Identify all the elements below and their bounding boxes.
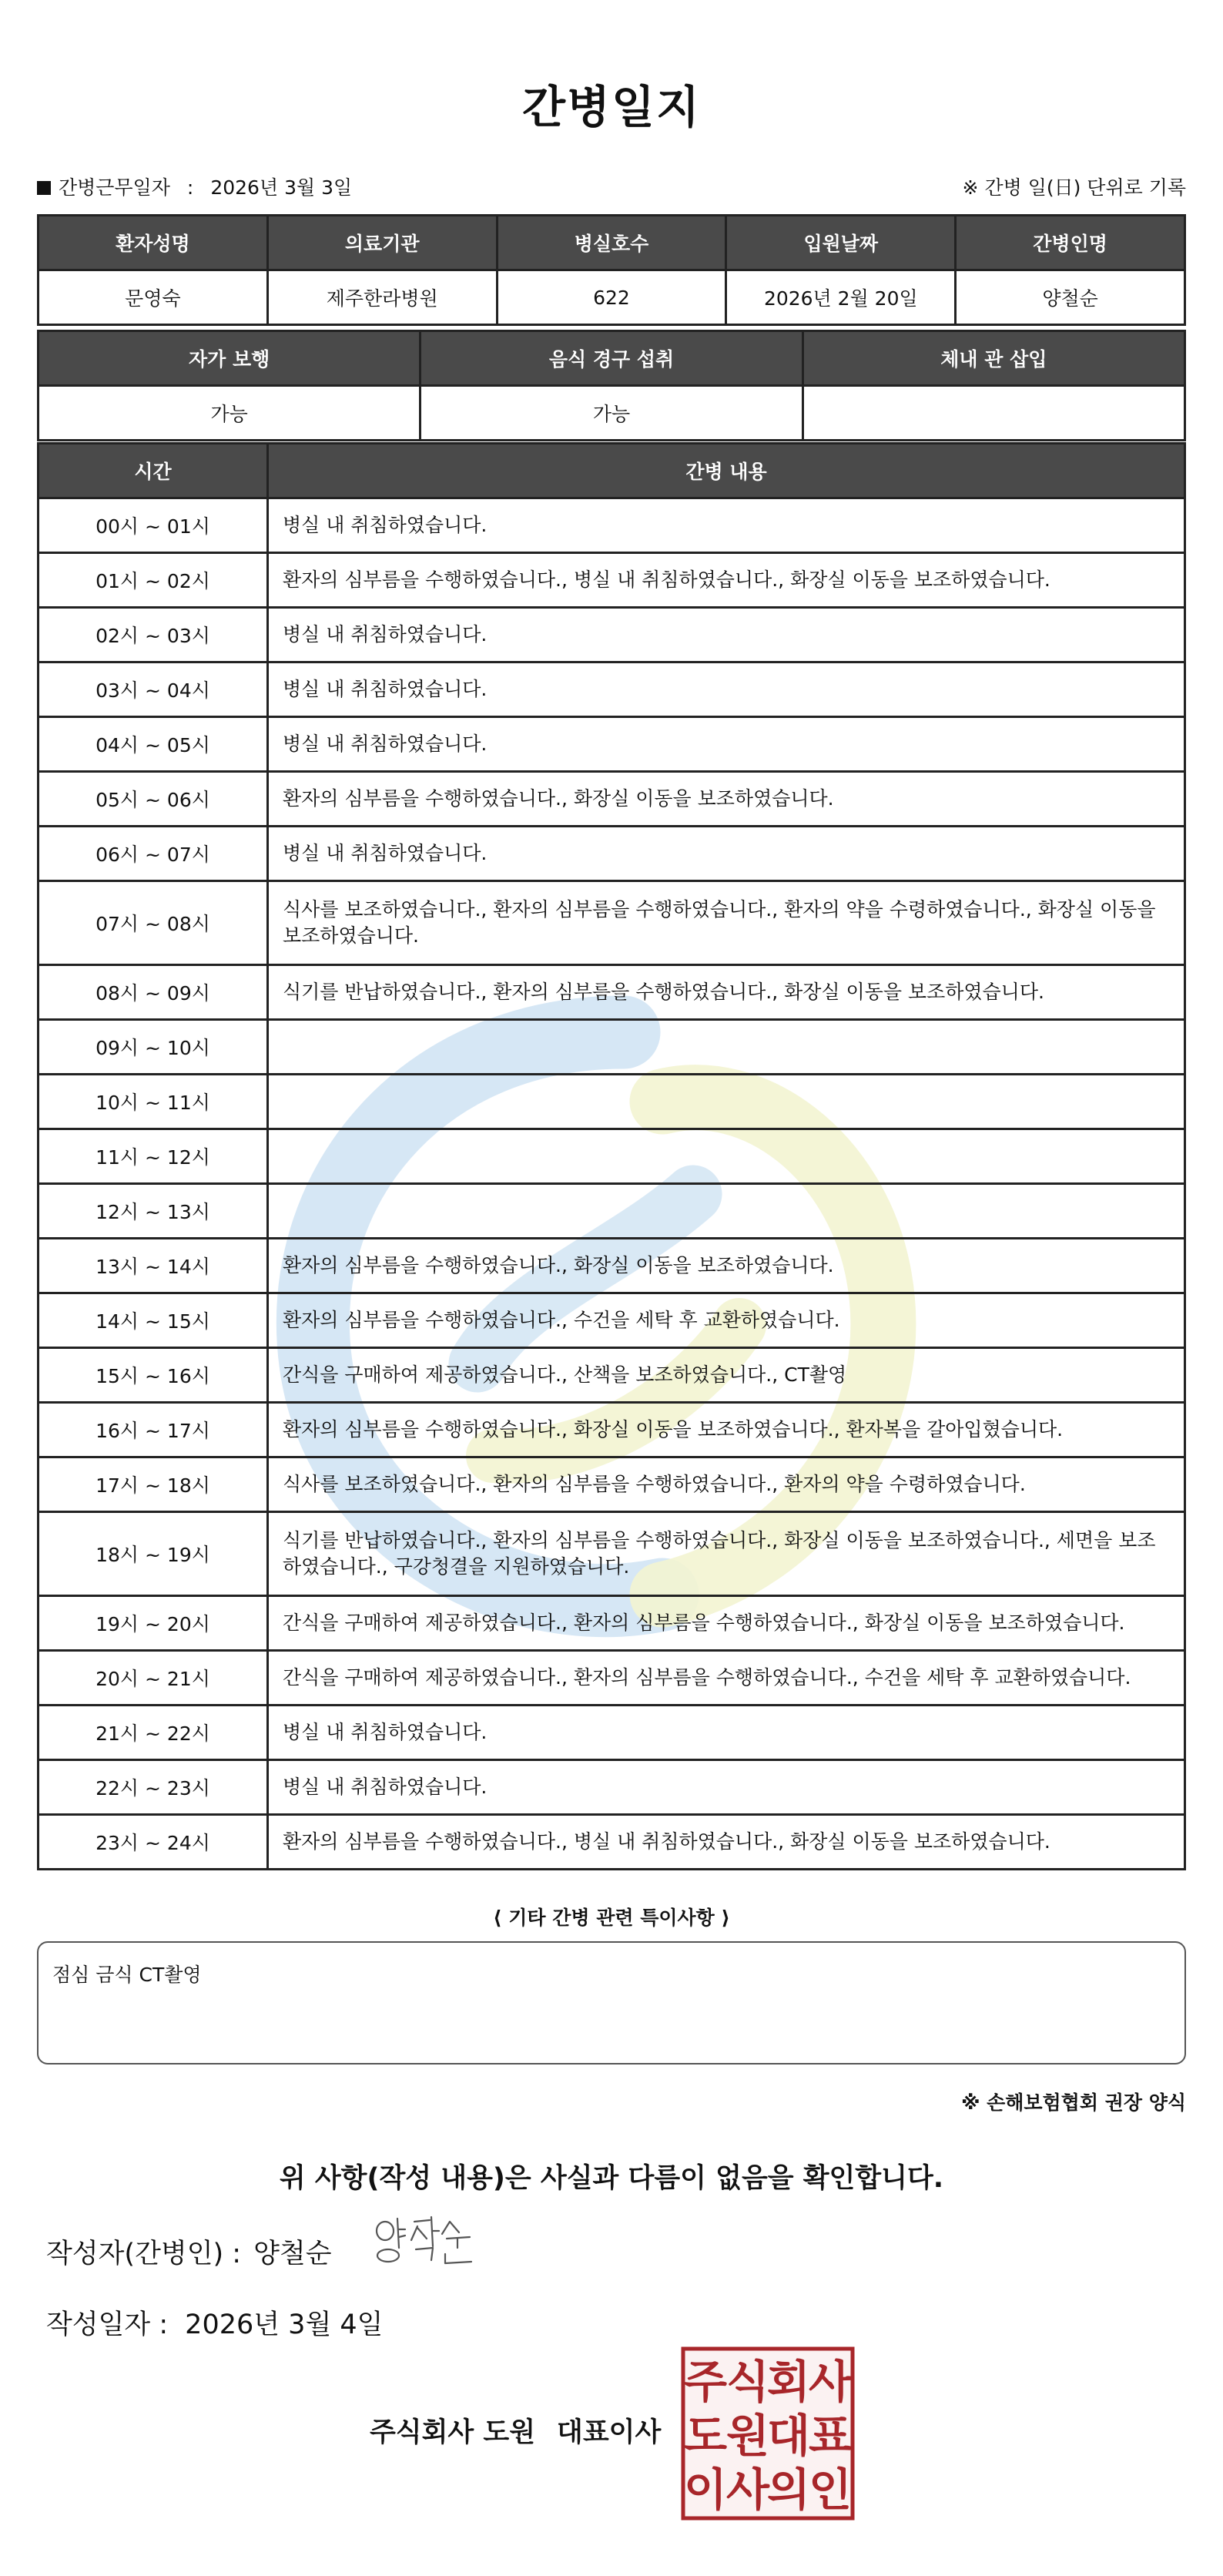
content-cell: 병실 내 취침하였습니다. <box>268 1760 1185 1815</box>
oral-intake-value: 가능 <box>421 386 802 441</box>
content-cell: 환자의 심부름을 수행하였습니다., 병실 내 취침하였습니다., 화장실 이동을 보조하였습니다. <box>268 553 1185 608</box>
author-name: 양철순 <box>253 2239 332 2269</box>
time-cell: 12시 ~ 13시 <box>39 1184 268 1239</box>
time-cell: 00시 ~ 01시 <box>39 498 268 553</box>
content-cell: 식기를 반납하였습니다., 환자의 심부름을 수행하였습니다., 화장실 이동을 보조하였습니다., 세면을 보조하였습니다., 구강청결을 지원하였습니다. <box>268 1512 1185 1596</box>
table-row <box>39 1348 1185 1403</box>
time-cell: 20시 ~ 21시 <box>39 1651 268 1706</box>
svg-text:이: 이 <box>683 2464 728 2516</box>
table-row <box>39 1129 1185 1184</box>
company-title: 대표이사 <box>557 2417 662 2448</box>
patient-status-table <box>37 330 1186 441</box>
table-row <box>39 1020 1185 1075</box>
content-cell: 식사를 보조하였습니다., 환자의 심부름을 수행하였습니다., 환자의 약을 수령하였습니다. <box>268 1457 1185 1512</box>
status-value-row <box>39 386 1185 441</box>
content-cell: 병실 내 취침하였습니다. <box>268 608 1185 662</box>
header-time: 시간 <box>39 444 268 498</box>
header-care-content: 간병 내용 <box>268 444 1185 498</box>
content-cell: 환자의 심부름을 수행하였습니다., 병실 내 취침하였습니다., 화장실 이동을 보조하였습니다. <box>268 1815 1185 1870</box>
author-label: 작성자(간병인) : <box>46 2239 242 2269</box>
content-cell: 병실 내 취침하였습니다. <box>268 827 1185 881</box>
content-cell: 병실 내 취침하였습니다. <box>268 662 1185 717</box>
content-cell: 환자의 심부름을 수행하였습니다., 수건을 세탁 후 교환하였습니다. <box>268 1293 1185 1348</box>
content-cell: 간식을 구매하여 제공하였습니다., 산책을 보조하였습니다., CT촬영 <box>268 1348 1185 1403</box>
table-row <box>39 827 1185 881</box>
unit-note: ※ 간병 일(日) 단위로 기록 <box>962 176 1186 199</box>
notes-box: 점심 금식 CT촬영 <box>37 1941 1186 2064</box>
written-date-line <box>46 2303 383 2342</box>
svg-text:식: 식 <box>725 2356 770 2408</box>
content-cell <box>268 1020 1185 1075</box>
header-oral-intake: 음식 경구 섭취 <box>421 331 802 386</box>
time-cell: 02시 ~ 03시 <box>39 608 268 662</box>
company-seal-stamp <box>681 2346 855 2521</box>
content-cell: 식사를 보조하였습니다., 환자의 심부름을 수행하였습니다., 환자의 약을 수령하였습니다., 화장실 이동을 보조하였습니다. <box>268 881 1185 965</box>
patient-info-table <box>37 214 1186 326</box>
hospital-name: 제주한라병원 <box>267 270 497 325</box>
time-cell: 23시 ~ 24시 <box>39 1815 268 1870</box>
document-title: 간병일지 <box>521 81 702 133</box>
table-row <box>39 1403 1185 1457</box>
header-hospital: 의료기관 <box>267 216 497 270</box>
svg-text:표: 표 <box>808 2410 853 2462</box>
header-room-number: 병실호수 <box>497 216 726 270</box>
content-cell: 병실 내 취침하였습니다. <box>268 1706 1185 1760</box>
content-cell: 간식을 구매하여 제공하였습니다., 환자의 심부름을 수행하였습니다., 수건을 세탁 후 교환하였습니다. <box>268 1651 1185 1706</box>
duty-date-colon: : <box>186 176 194 199</box>
admission-date: 2026년 2월 20일 <box>726 270 956 325</box>
table-row <box>39 553 1185 608</box>
table-row <box>39 1815 1185 1870</box>
header-admission-date: 입원날짜 <box>726 216 956 270</box>
caregiver-name: 양철순 <box>956 270 1185 325</box>
status-header-row <box>39 331 1185 386</box>
time-cell: 18시 ~ 19시 <box>39 1512 268 1596</box>
time-cell: 08시 ~ 09시 <box>39 965 268 1020</box>
time-cell: 16시 ~ 17시 <box>39 1403 268 1457</box>
time-cell: 22시 ~ 23시 <box>39 1760 268 1815</box>
header-patient-name: 환자성명 <box>39 216 268 270</box>
header-self-walking: 자가 보행 <box>39 331 421 386</box>
self-walking-value: 가능 <box>39 386 421 441</box>
time-cell: 17시 ~ 18시 <box>39 1457 268 1512</box>
confirmation-statement: 위 사항(작성 내용)은 사실과 다름이 없음을 확인합니다. <box>279 2163 944 2194</box>
svg-text:인: 인 <box>808 2464 853 2516</box>
content-cell <box>268 1075 1185 1129</box>
svg-text:회: 회 <box>766 2356 811 2408</box>
table-row <box>39 608 1185 662</box>
time-cell: 09시 ~ 10시 <box>39 1020 268 1075</box>
content-cell: 환자의 심부름을 수행하였습니다., 화장실 이동을 보조하였습니다., 환자복을 갈아입혔습니다. <box>268 1403 1185 1457</box>
table-row <box>39 1457 1185 1512</box>
table-row <box>39 1512 1185 1596</box>
header-caregiver-name: 간병인명 <box>956 216 1185 270</box>
time-cell: 10시 ~ 11시 <box>39 1075 268 1129</box>
content-cell: 환자의 심부름을 수행하였습니다., 화장실 이동을 보조하였습니다. <box>268 1239 1185 1293</box>
time-cell: 13시 ~ 14시 <box>39 1239 268 1293</box>
duty-date-line <box>37 173 352 200</box>
svg-text:주: 주 <box>683 2356 728 2408</box>
table-row <box>39 717 1185 772</box>
header-tube-insertion: 체내 관 삽입 <box>802 331 1184 386</box>
content-cell: 식기를 반납하였습니다., 환자의 심부름을 수행하였습니다., 화장실 이동을 보조하였습니다. <box>268 965 1185 1020</box>
svg-text:사: 사 <box>725 2464 770 2516</box>
notes-heading: ⟨ 기타 간병 관련 특이사항 ⟩ <box>493 1907 730 1929</box>
care-log-table <box>37 442 1186 1870</box>
duty-date-label: 간병근무일자 <box>59 176 170 199</box>
patient-name: 문영숙 <box>39 270 268 325</box>
time-cell: 04시 ~ 05시 <box>39 717 268 772</box>
content-cell <box>268 1129 1185 1184</box>
table-row <box>39 1239 1185 1293</box>
svg-text:대: 대 <box>766 2410 811 2462</box>
table-row <box>39 1075 1185 1129</box>
content-cell <box>268 1184 1185 1239</box>
company-name: 주식회사 도원 <box>370 2417 536 2448</box>
tube-insertion-value <box>802 386 1184 441</box>
time-cell: 06시 ~ 07시 <box>39 827 268 881</box>
table-row <box>39 965 1185 1020</box>
time-cell: 03시 ~ 04시 <box>39 662 268 717</box>
patient-value-row <box>39 270 1185 325</box>
log-header-row <box>39 444 1185 498</box>
company-line <box>370 2411 661 2450</box>
handwritten-signature <box>370 2211 485 2272</box>
time-cell: 07시 ~ 08시 <box>39 881 268 965</box>
svg-text:원: 원 <box>725 2410 770 2462</box>
table-row <box>39 662 1185 717</box>
table-row <box>39 1184 1185 1239</box>
square-bullet-icon <box>37 181 51 195</box>
time-cell: 21시 ~ 22시 <box>39 1706 268 1760</box>
content-cell: 환자의 심부름을 수행하였습니다., 화장실 이동을 보조하였습니다. <box>268 772 1185 827</box>
svg-text:사: 사 <box>808 2356 853 2408</box>
time-cell: 05시 ~ 06시 <box>39 772 268 827</box>
time-cell: 19시 ~ 20시 <box>39 1596 268 1651</box>
svg-text:도: 도 <box>683 2410 728 2462</box>
table-row <box>39 1651 1185 1706</box>
time-cell: 11시 ~ 12시 <box>39 1129 268 1184</box>
table-row <box>39 881 1185 965</box>
room-number: 622 <box>497 270 726 325</box>
content-cell: 병실 내 취침하였습니다. <box>268 717 1185 772</box>
table-row <box>39 1596 1185 1651</box>
table-row <box>39 1706 1185 1760</box>
duty-date-value: 2026년 3월 3일 <box>210 176 353 199</box>
time-cell: 01시 ~ 02시 <box>39 553 268 608</box>
table-row <box>39 1760 1185 1815</box>
svg-text:의: 의 <box>766 2464 811 2516</box>
table-row <box>39 772 1185 827</box>
written-date-label: 작성일자 : <box>46 2309 169 2340</box>
time-cell: 14시 ~ 15시 <box>39 1293 268 1348</box>
written-date-value: 2026년 3월 4일 <box>185 2309 384 2340</box>
table-row <box>39 498 1185 553</box>
author-line <box>46 2232 332 2271</box>
form-source-note: ※ 손해보험협회 권장 양식 <box>961 2091 1186 2114</box>
content-cell: 병실 내 취침하였습니다. <box>268 498 1185 553</box>
content-cell: 간식을 구매하여 제공하였습니다., 환자의 심부름을 수행하였습니다., 화장실 이동을 보조하였습니다. <box>268 1596 1185 1651</box>
time-cell: 15시 ~ 16시 <box>39 1348 268 1403</box>
table-row <box>39 1293 1185 1348</box>
patient-header-row <box>39 216 1185 270</box>
